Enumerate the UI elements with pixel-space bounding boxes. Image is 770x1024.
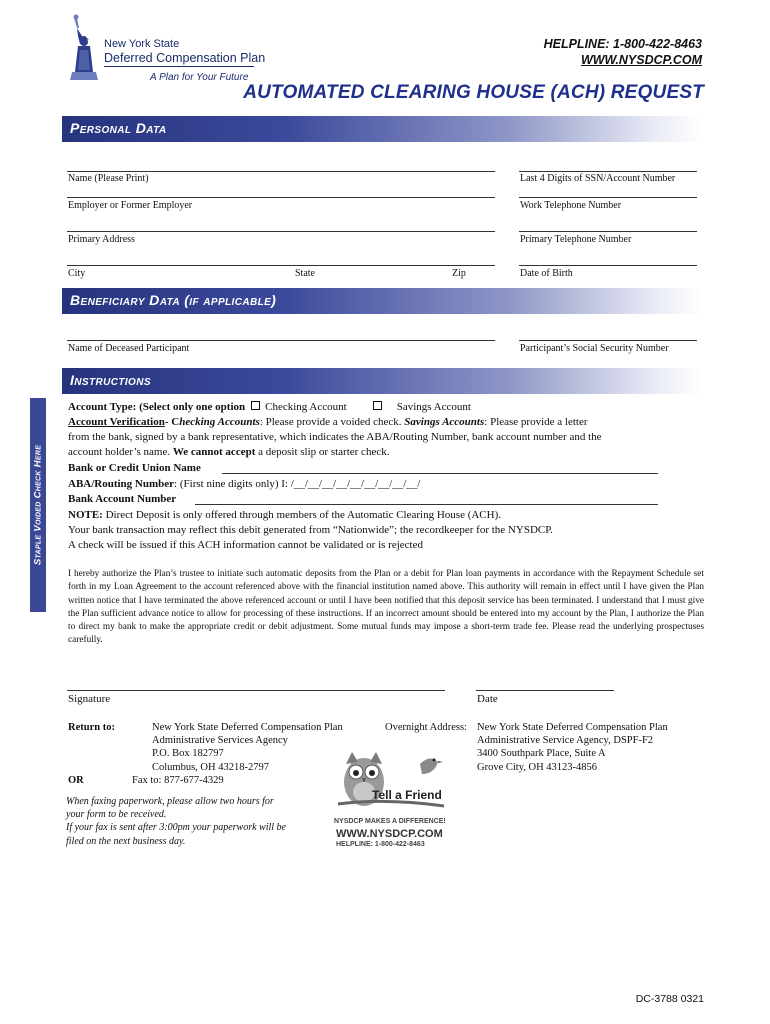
deceased-name-field[interactable]	[67, 340, 495, 341]
primary-phone-field[interactable]	[519, 231, 697, 232]
aba-row	[68, 478, 420, 490]
zip-label: Zip	[452, 268, 466, 279]
note-line3: A check will be issued if this ACH information cannot be validated or is rejected	[68, 539, 423, 551]
instructions-heading: Instructions	[70, 372, 151, 388]
aba-routing-field[interactable]: __/__/__/__/__/__/__/__/__/	[293, 478, 421, 490]
note-label: NOTE:	[68, 509, 103, 521]
fax-note-line: When faxing paperwork, please allow two hours for	[66, 796, 274, 807]
staple-check-area	[30, 398, 46, 612]
date-label: Date	[477, 693, 498, 705]
deceased-label: Name of Deceased Participant	[68, 343, 190, 354]
verif-line3-a: account holder’s name.	[68, 446, 173, 458]
fax-note-line: If your fax is sent after 3:00pm your paperwork will be	[66, 822, 286, 834]
logo-divider	[104, 66, 254, 67]
note-line2: Your bank transaction may reflect this debit generated from “Nationwide”; the recordkeeper for the NYSDCP.	[68, 524, 553, 536]
staple-label: Staple Voided Check Here	[32, 444, 44, 566]
checking-label: Checking Account	[265, 401, 347, 413]
overnight-address	[477, 721, 668, 774]
note-text: Direct Deposit is only offered through members of the Automatic Clearing House (ACH).	[102, 509, 501, 521]
beneficiary-data-bar	[62, 288, 702, 314]
fax-note	[66, 795, 286, 848]
promo-website[interactable]: WWW.NYSDCP.COM	[336, 828, 443, 840]
verif-line3-b: We cannot accept	[172, 446, 256, 458]
org-name-line2: Deferred Compensation Plan	[104, 51, 266, 65]
work-phone-label: Work Telephone Number	[520, 200, 622, 211]
return-line: Administrative Services Agency	[152, 735, 288, 747]
savings-accounts-label: Savings Accounts	[404, 416, 485, 428]
org-tagline: A Plan for Your Future	[150, 72, 249, 83]
account-type-row	[68, 401, 471, 413]
return-line: P.O. Box 182797	[152, 748, 224, 760]
employer-field[interactable]	[67, 197, 495, 198]
account-number-row	[68, 493, 176, 505]
website-link[interactable]: WWW.NYSDCP.COM	[580, 53, 702, 67]
bank-name-field[interactable]	[222, 473, 658, 474]
account-type-label: Account Type: (Select only one option	[68, 401, 246, 413]
bank-name-label: Bank or Credit Union Name	[68, 462, 201, 474]
verif-line3-c: a deposit slip or starter check.	[255, 446, 390, 458]
work-phone-field[interactable]	[519, 197, 697, 198]
name-field[interactable]	[67, 171, 495, 172]
overnight-label: Overnight Address:	[385, 722, 467, 733]
personal-data-bar	[62, 116, 702, 142]
helpline-number: HELPLINE: 1-800-422-8463	[543, 37, 702, 51]
state-label: State	[295, 268, 315, 279]
account-number-field[interactable]	[195, 504, 658, 505]
signature-field[interactable]	[67, 690, 445, 691]
aba-text: : (First nine digits only) I: /	[174, 478, 294, 490]
verification-line1	[68, 416, 588, 428]
city-label: City	[68, 268, 86, 279]
return-line: New York State Deferred Compensation Plan	[152, 722, 343, 733]
fax-number: Fax to: 877-677-4329	[132, 775, 224, 786]
return-address	[152, 721, 343, 774]
return-line: Columbus, OH 43218-2797	[152, 761, 269, 773]
checking-accounts-label: hecking Accounts	[179, 416, 260, 428]
employer-label: Employer or Former Employer	[68, 200, 193, 211]
or-label: OR	[68, 775, 84, 786]
savings-accounts-text: : Please provide a letter	[484, 416, 588, 428]
overnight-line: New York State Deferred Compensation Plan	[477, 722, 668, 733]
primary-phone-label: Primary Telephone Number	[520, 234, 632, 245]
note-row	[68, 509, 501, 521]
savings-label: Savings Account	[396, 401, 471, 413]
helpline-block	[544, 36, 702, 68]
form-title: AUTOMATED CLEARING HOUSE (ACH) REQUEST	[243, 82, 704, 103]
bank-name-row	[68, 462, 201, 474]
verification-line3	[68, 446, 389, 458]
date-field[interactable]	[476, 690, 614, 691]
personal-data-heading: Personal Data	[70, 120, 167, 136]
city-state-zip-field[interactable]	[67, 265, 495, 266]
makes-difference: NYSDCP MAKES A DIFFERENCE!	[334, 818, 446, 825]
verification-line2: from the bank, signed by a bank representative, which indicates the ABA/Routing Number, bank account number and the	[68, 431, 602, 443]
overnight-line: Administrative Service Agency, DSPF-F2	[477, 735, 654, 747]
name-label: Name (Please Print)	[68, 173, 149, 184]
checking-accounts-text: : Please provide a voided check.	[259, 416, 405, 428]
promo-helpline: HELPLINE: 1-800-422-8463	[336, 841, 425, 848]
overnight-line: 3400 Southpark Place, Suite A	[477, 748, 606, 760]
instructions-bar	[62, 368, 702, 394]
beneficiary-data-heading: Beneficiary Data (if applicable)	[70, 292, 277, 308]
dob-field[interactable]	[519, 265, 697, 266]
participant-ssn-label: Participant’s Social Security Number	[520, 343, 669, 354]
savings-checkbox[interactable]	[373, 401, 382, 410]
ssn-label: Last 4 Digits of SSN/Account Number	[520, 173, 676, 184]
dob-label: Date of Birth	[520, 268, 573, 279]
verification-label: Account Verification	[68, 416, 165, 428]
verification-dash: - C	[164, 416, 180, 428]
participant-ssn-field[interactable]	[519, 340, 697, 341]
address-label: Primary Address	[68, 234, 135, 245]
return-label: Return to:	[68, 722, 115, 733]
ssn-field[interactable]	[519, 171, 697, 172]
tell-a-friend: Tell a Friend	[372, 788, 442, 802]
aba-label: ABA/Routing Number	[68, 478, 175, 490]
overnight-line: Grove City, OH 43123-4856	[477, 761, 598, 773]
account-number-label: Bank Account Number	[68, 493, 177, 505]
fax-note-line: your form to be received.	[66, 809, 167, 821]
statue-of-liberty-logo-icon	[60, 14, 102, 84]
signature-label: Signature	[68, 693, 111, 705]
authorization-paragraph: I hereby authorize the Plan’s trustee to initiate such automatic deposits from the Plan or a debit for Plan loan payments in accordance with the Repayment Schedule set forth in my Loan Agreement to the account referenced above with the financial institution named above. This authority will remain in effect until I have given the Plan written notice that I have terminated the above referenced account or until I have been notified that this deposit service has been terminated. I understand that I must give the Plan sufficient advance notice to allow for processing of these instructions. If an incorrect amount should be entered into my account by the Plan, I authorize the Plan to direct my bank to make the appropriate credit or debit adjustment. Some mutual funds may impose a short-term trade fee. Please read the underlying prospectuses carefully.	[68, 569, 704, 646]
org-name-line1: New York State	[104, 38, 180, 50]
document-id: DC-3788 0321	[635, 993, 704, 1005]
address-field[interactable]	[67, 231, 495, 232]
checking-checkbox[interactable]	[251, 401, 260, 410]
fax-note-line: filed on the next business day.	[66, 835, 186, 847]
